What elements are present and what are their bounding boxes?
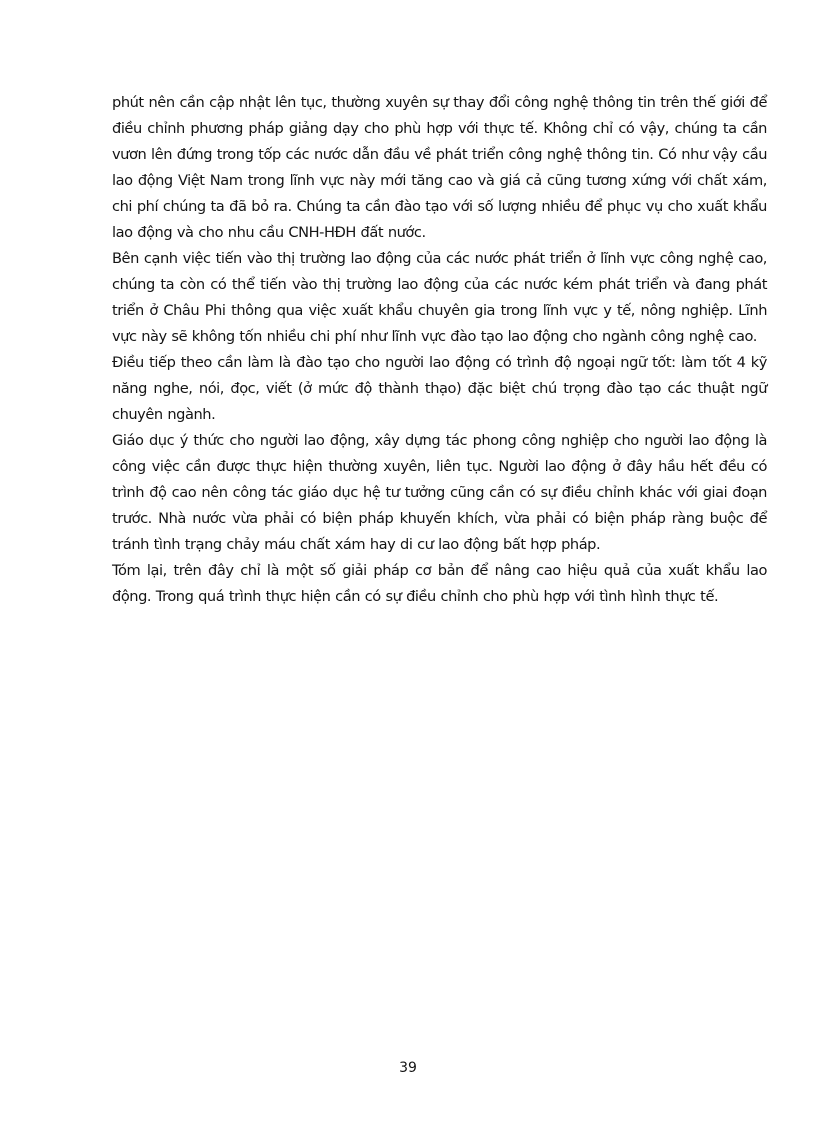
paragraph-conclusion: Tóm lại, trên đây chỉ là một số giải pháp cơ bản để nâng cao hiệu quả của xuất khẩu lao động. Trong quá trình thực hiện cần có sự điều chỉnh cho phù hợp với tình hình thực tế. <box>112 562 767 605</box>
body-text <box>112 90 767 610</box>
page-number: 39 <box>399 1060 417 1076</box>
paragraph-continuation: phút nên cần cập nhật lên tục, thường xuyên sự thay đổi công nghệ thông tin trên thế giới để điều chỉnh phương pháp giảng dạy cho phù hợp với thực tế. Không chỉ có vậy, chúng ta cần vươn lên đứng trong tốp các nước dẫn đầu về phát triển công nghệ thông tin. Có như vậy cầu lao động Việt Nam trong lĩnh vực này mới tăng cao và giá cả cũng tương xứng với chất xám, chi phí chúng ta đã bỏ ra. Chúng ta cần đào tạo với số lượng nhiều để phục vụ cho xuất khẩu lao động và cho nhu cầu CNH-HĐH đất nước. <box>112 94 767 241</box>
paragraph-worker-education: Giáo dục ý thức cho người lao động, xây dựng tác phong công nghiệp cho người lao động là công việc cần được thực hiện thường xuyên, liên tục. Người lao động ở đây hầu hết đều có trình độ cao nên công tác giáo dục hệ tư tưởng cũng cần có sự điều chỉnh khác với giai đoạn trước. Nhà nước vừa phải có biện pháp khuyến khích, vừa phải có biện pháp ràng buộc để tránh tình trạng chảy máu chất xám hay di cư lao động bất hợp pháp. <box>112 432 767 553</box>
paragraph-developing-markets: Bên cạnh việc tiến vào thị trường lao động của các nước phát triển ở lĩnh vực công nghệ cao, chúng ta còn có thể tiến vào thị trường lao động của các nước kém phát triển và đang phát triển ở Châu Phi thông qua việc xuất khẩu chuyên gia trong lĩnh vực y tế, nông nghiệp. Lĩnh vực này sẽ không tốn nhiều chi phí như lĩnh vực đào tạo lao động cho ngành công nghệ cao. <box>112 250 767 345</box>
paragraph-language-training: Điều tiếp theo cần làm là đào tạo cho người lao động có trình độ ngoại ngữ tốt: làm tốt 4 kỹ năng nghe, nói, đọc, viết (ở mức độ thành thạo) đặc biệt chú trọng đào tạo các thuật ngữ chuyên ngành. <box>112 354 767 423</box>
